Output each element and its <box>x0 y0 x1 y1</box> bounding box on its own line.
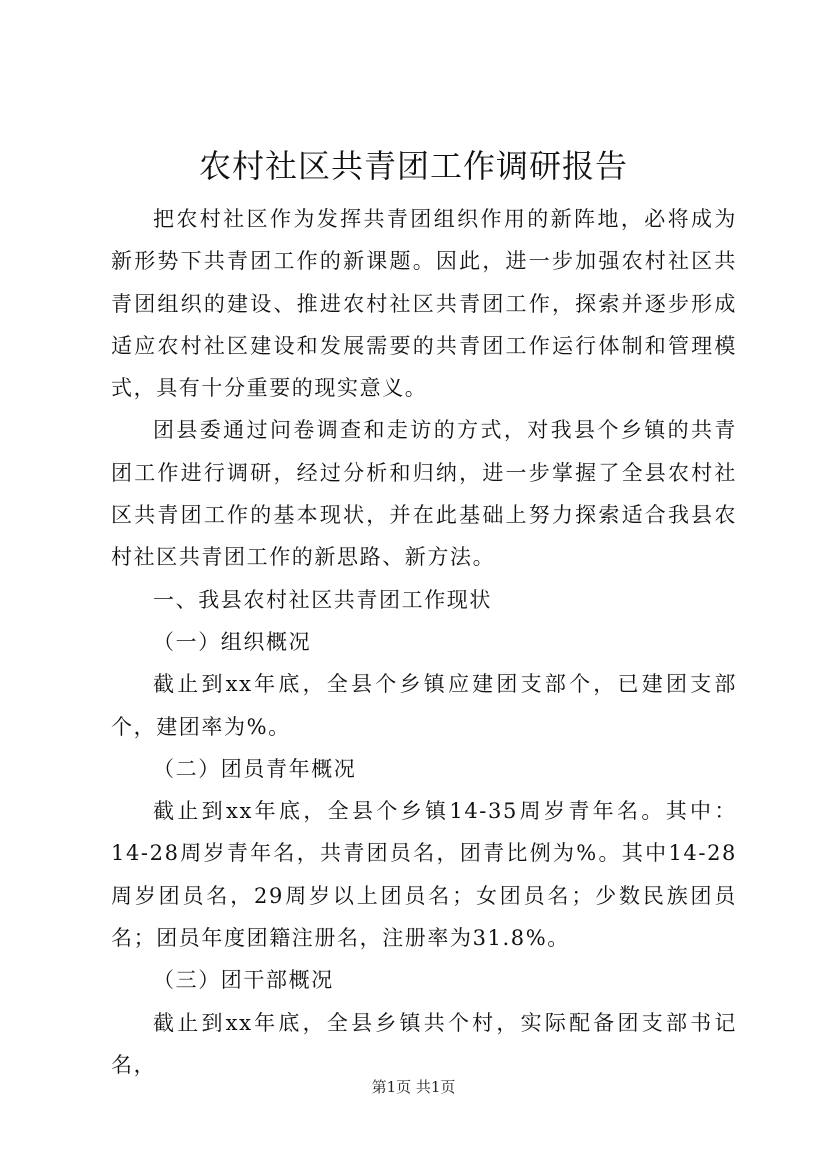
section-heading-1: 一、我县农村社区共青团工作现状 <box>153 587 492 612</box>
paragraph-members: 截止到xx年底，全县个乡镇14-35周岁青年名。其中：14-28周岁青年名，共青团员名，团青比例为%。其中14-28周岁团员名，29周岁以上团员名；女团员名；少数民族团员名；团员年度团籍注册名，注册率为31.8%。 <box>111 799 737 951</box>
document-title: 农村社区共青团工作调研报告 <box>198 147 628 185</box>
page-footer: 第1页 共1页 <box>371 1078 456 1096</box>
paragraph-survey: 团县委通过问卷调查和走访的方式，对我县个乡镇的共青团工作进行调研，经过分析和归纳，进一步掌握了全县农村社区共青团工作的基本现状，并在此基础上努力探索适合我县农村社区共青团工作的新思路、新方法。 <box>111 418 737 570</box>
paragraph-intro: 把农村社区作为发挥共青团组织作用的新阵地，必将成为新形势下共青团工作的新课题。因此，进一步加强农村社区共青团组织的建设、推进农村社区共青团工作，探索并逐步形成适应农村社区建设和发展需要的共青团工作运行体制和管理模式，具有十分重要的现实意义。 <box>111 207 737 401</box>
subsection-heading-cadres: （三）团干部概况 <box>153 968 334 993</box>
subsection-heading-organization: （一）组织概况 <box>153 629 312 654</box>
paragraph-organization: 截止到xx年底，全县个乡镇应建团支部个，已建团支部个，建团率为%。 <box>111 672 737 739</box>
paragraph-cadres: 截止到xx年底，全县乡镇共个村，实际配备团支部书记名， <box>111 1010 737 1077</box>
subsection-heading-members: （二）团员青年概况 <box>153 756 357 781</box>
document-body <box>111 198 737 1086</box>
